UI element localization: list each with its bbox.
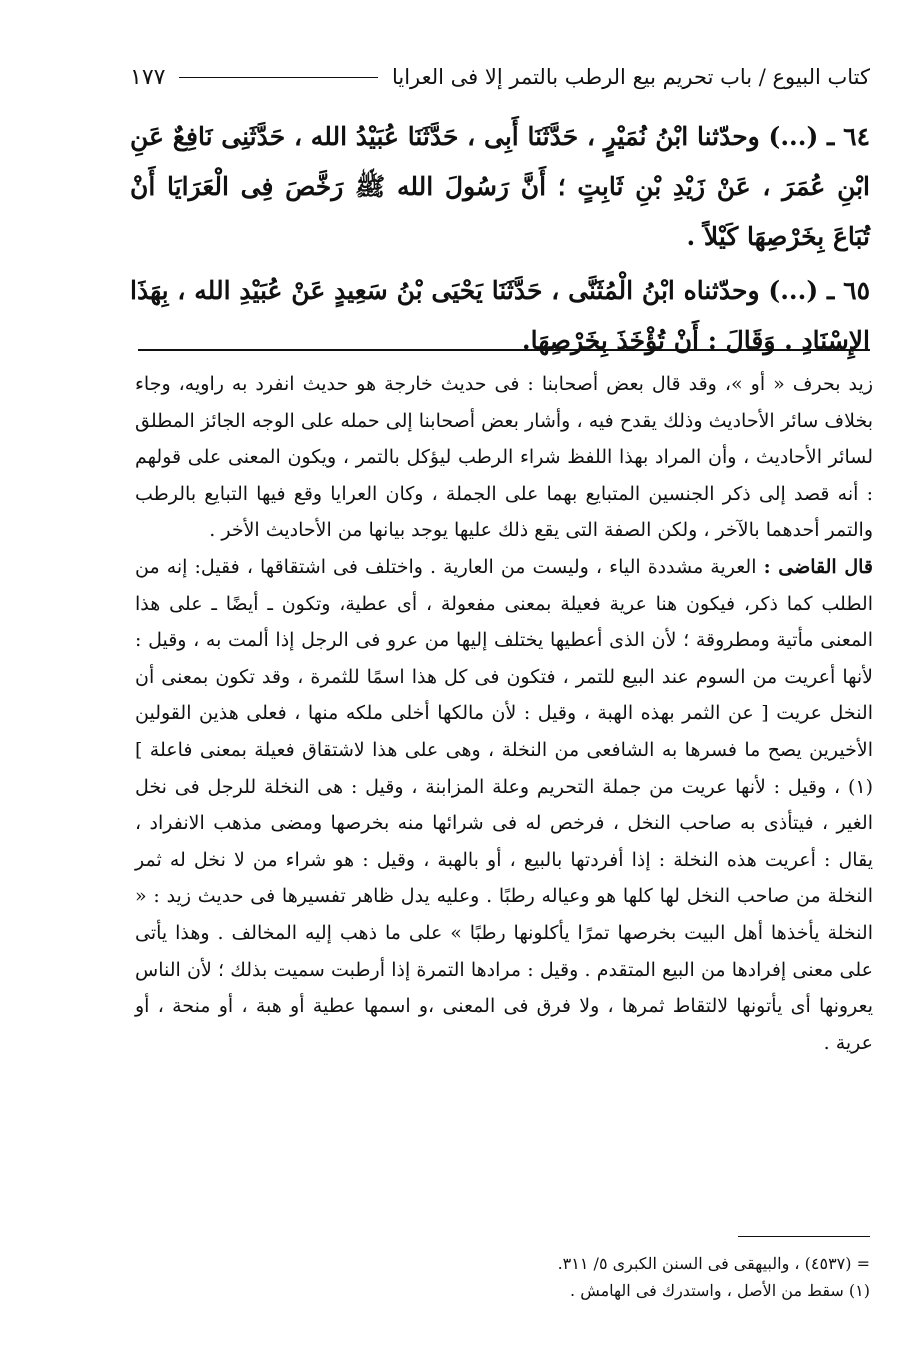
commentary-section [135,366,873,1061]
footnote-1: (١) سقط من الأصل ، واستدرك فى الهامش . [570,1281,870,1300]
hadith-number: ٦٥ ـ (...) [768,276,871,305]
paragraph-text: زيد بحرف « أو »، وقد قال بعض أصحابنا : فى حديث خارجة هو حديث انفرد به راويه، وجاء بخلاف سائر الأحاديث وذلك يقدح فيه ، وأشار بعض أصحابنا إلى حمله على الوجه الجائز المطلق لسائر الأحاديث ، وأن المراد بهذا اللفظ شراء الرطب ليؤكل بالتمر ، ويكون المعنى على قولهم : أنه قصد إلى ذكر الجنسين المتبايع بهما على الجملة ، وكان العرايا وقع فيها التبايع بالرطب والتمر أحدهما بالآخر ، ولكن الصفة التى يقع ذلك عليها يوجد بيانها من الأحاديث الأخر . [135,373,873,542]
hadith-number: ٦٤ ـ (...) [768,122,870,151]
running-header [130,60,870,94]
chapter-title: كتاب البيوع / باب تحريم بيع الرطب بالتمر إلا فى العرايا [391,65,870,89]
hadith-65 [130,266,870,366]
commentary-divider [138,349,870,351]
footnote-continuation: = (٤٥٣٧) ، والبيهقى فى السنن الكبرى ٥/ ٣١١. [557,1254,870,1273]
qadi-lead: قال القاضى : [763,555,874,578]
hadith-section [130,112,870,370]
paragraph-text: العرية مشددة الياء ، وليست من العارية . واختلف فى اشتقاقها ، فقيل: إنه من الطلب كما ذكر، فيكون هنا عرية فعيلة بمعنى مفعولة ، أى عطية، وتكون ـ أيضًا ـ على هذا المعنى مأتية ومطروقة ؛ لأن الذى أعطيها يختلف إليها من عرو فى الرجل إذا ألمت به ، وقيل : لأنها أعريت من السوم عند البيع للتمر ، فتكون فى كل هذا اسمًا للثمرة ، وقد تكون بمعنى أن النخل عريت [ عن الثمر بهذه الهبة ، وقيل : لأن مالكها أخلى ملكه منها ، فعلى هذين القولين الأخيرين يصح ما فسرها به الشافعى من النخلة ، وهى على هذا لاشتقاق فعيلة بمعنى فاعلة ] (١) ، وقيل : لأنها عريت من جملة التحريم وعلة المزابنة ، وقيل : هى النخلة للرجل فى نخل الغير ، فيتأذى به صاحب النخل ، فرخص له فى شرائها منه بخرصها ومضى مذهب الانفراد ، يقال : أعريت هذه النخلة : إذا أفردتها بالبيع ، أو بالهبة ، وقيل : هو شراء من لا نخل له ثمر النخلة من صاحب النخل لها كلها هو وعياله رطبًا . وعليه يدل ظاهر تفسيرها فى حديث زيد : « النخلة يأخذها أهل البيت بخرصها تمرًا يأكلونها رطبًا » على ما ذهب إليه المخالف . وهذا يأتى على معنى إفرادها من البيع المتقدم . وقيل : مرادها التمرة إذا أرطبت سميت بذلك ؛ لأن الناس يعرونها أى يأتونها لالتقاط ثمرها ، ولا فرق فى المعنى ،و اسمها عطية أو هبة ، أو منحة ، أو عرية . [135,555,873,1054]
hadith-text: وحدّثنا ابْنُ نُمَيْرٍ ، حَدَّثَنَا أَبِى ، حَدَّثَنَا عُبَيْدُ الله ، حَدَّثَنِى نَافِعٌ عَنِ ابْنِ عُمَرَ ، عَنْ زَيْدِ بْنِ ثَابِتٍ ؛ أَنَّ رَسُولَ الله ﷺ رَخَّصَ فِى الْعَرَايَا أَنْ تُبَاعَ بِخَرْصِهَا كَيْلاً . [130,122,870,251]
footnote-divider [738,1236,870,1237]
hadith-64 [130,112,870,262]
footnotes [300,1250,870,1304]
commentary-paragraph [135,549,873,1061]
commentary-paragraph [135,366,873,549]
header-rule [179,77,378,78]
page-number: ١٧٧ [130,64,166,90]
hadith-text: وحدّثناه ابْنُ الْمُثَنَّى ، حَدَّثَنَا يَحْيَى بْنُ سَعِيدٍ عَنْ عُبَيْدِ الله ، بِهَذَا الإِسْنَادِ . وَقَالَ : أَنْ تُؤْخَذَ بِخَرْصِهَا. [130,276,870,355]
